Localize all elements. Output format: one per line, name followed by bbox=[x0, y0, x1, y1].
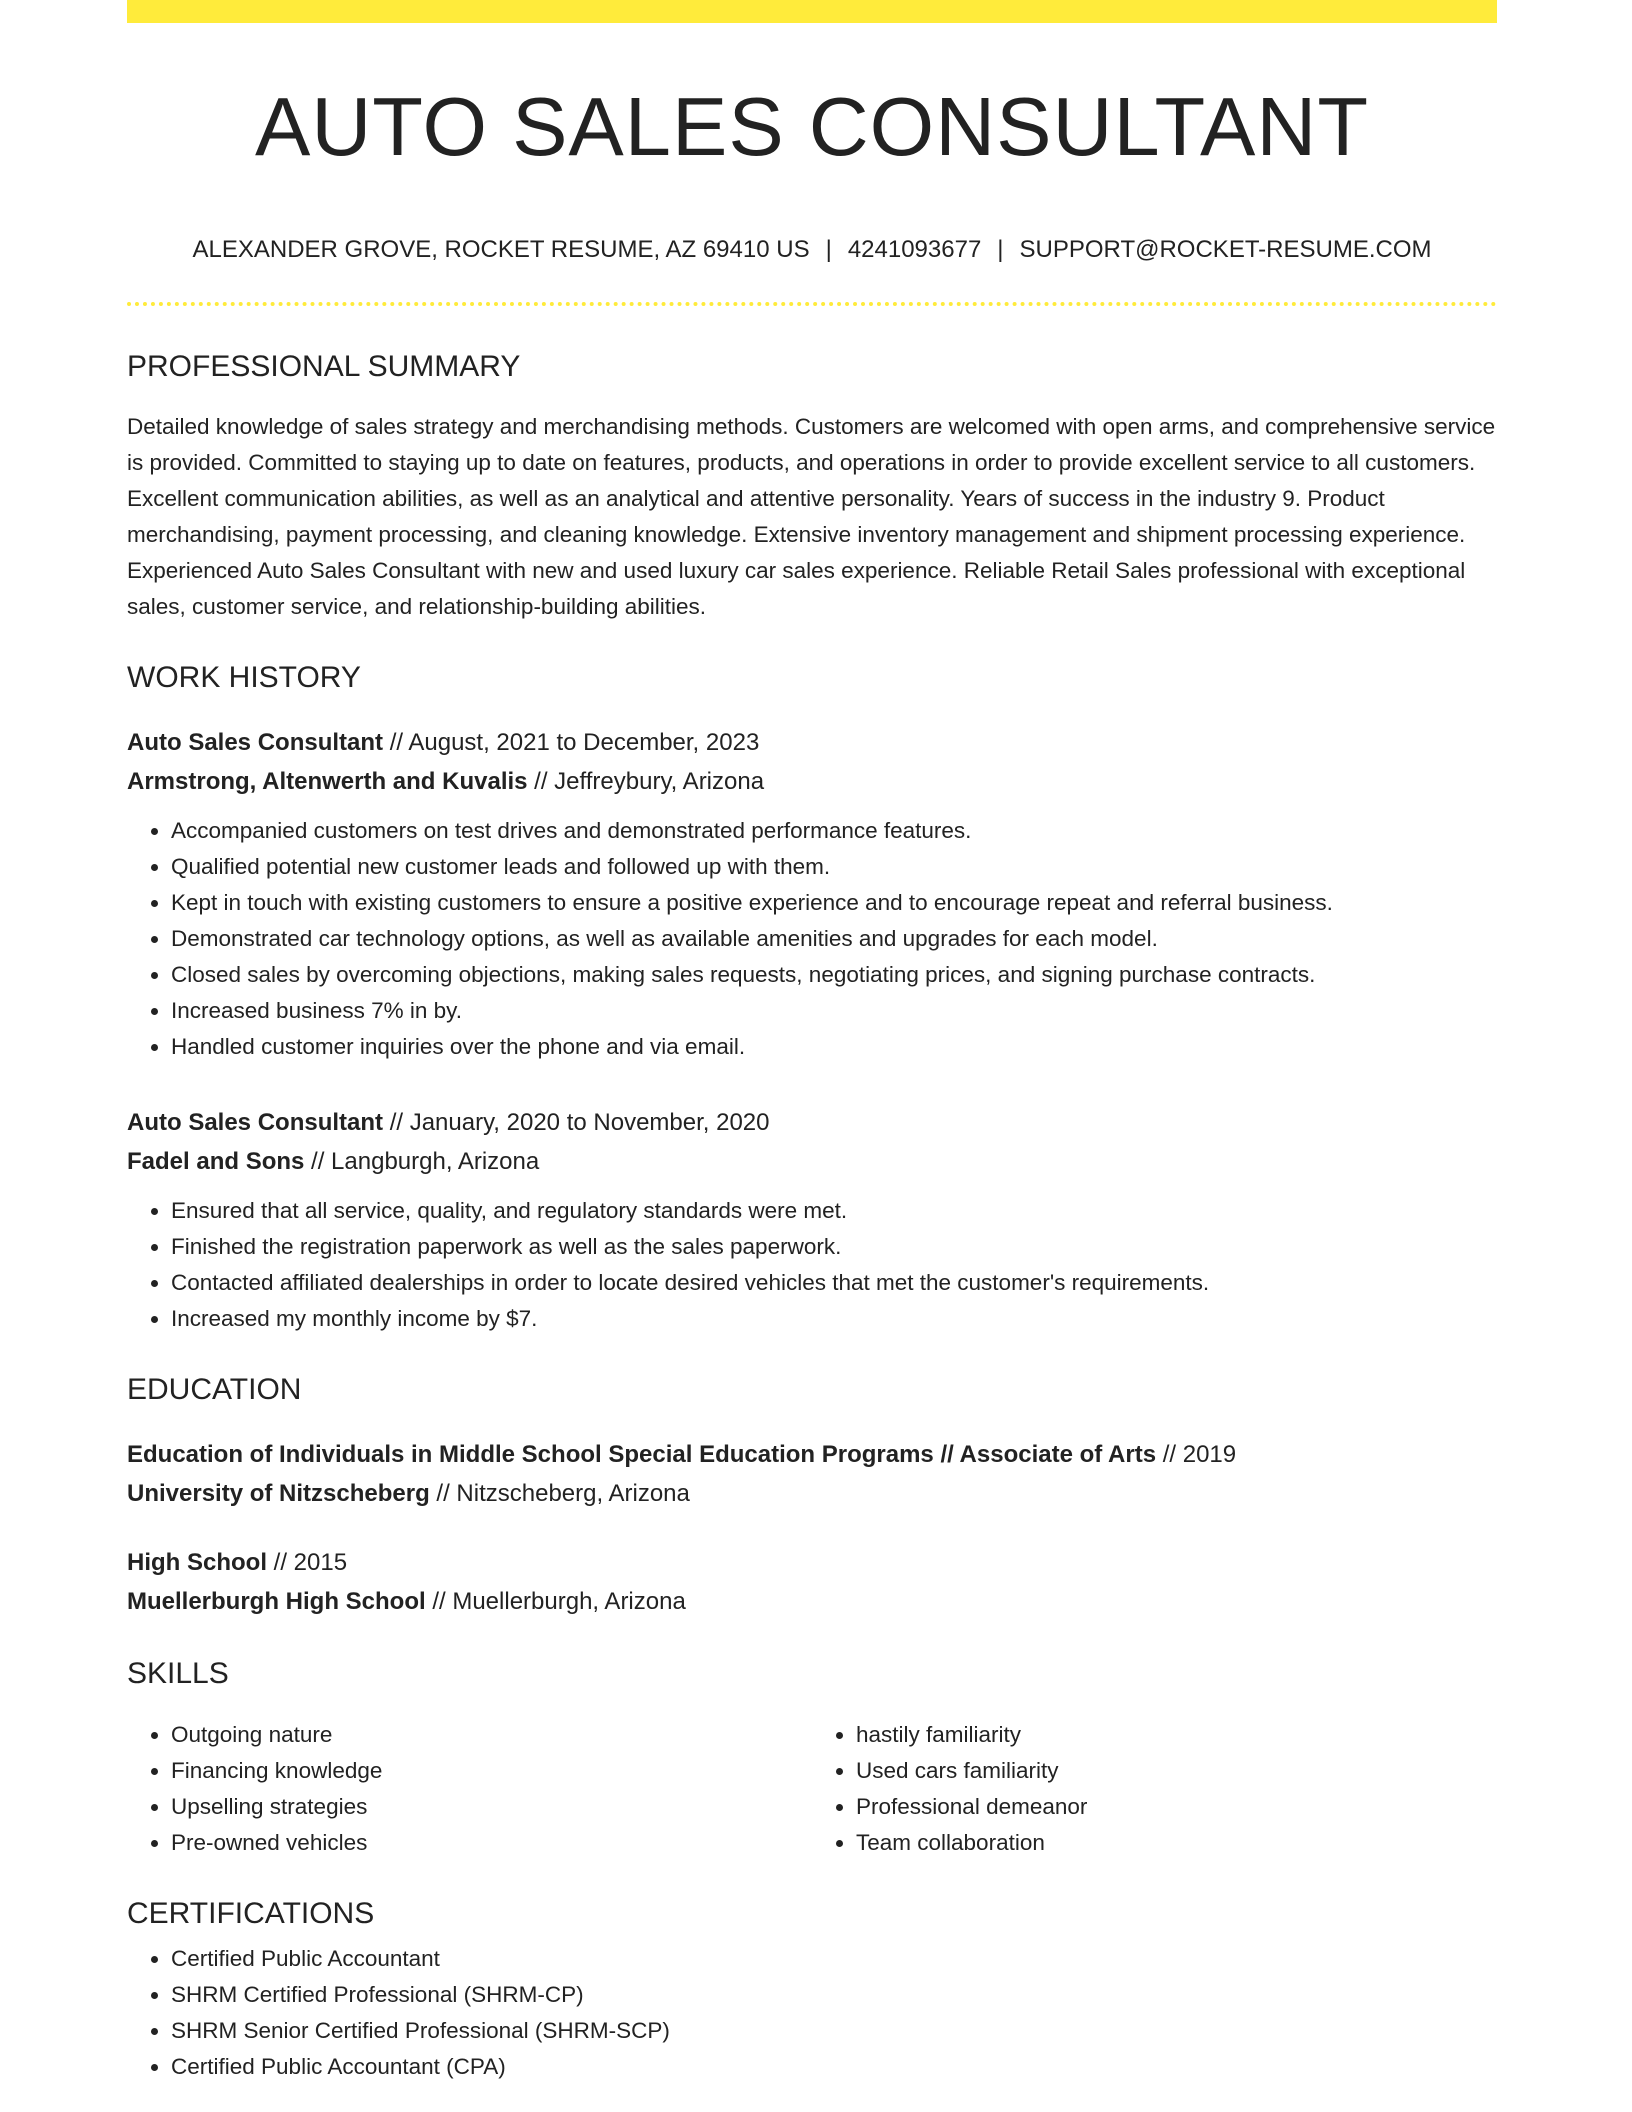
education-school: Muellerburgh High School bbox=[127, 1588, 426, 1615]
list-item: • Demonstrated car technology options, as well as available amenities and upgrades for each model. bbox=[171, 921, 1497, 957]
job-dates: // January, 2020 to November, 2020 bbox=[383, 1109, 770, 1136]
job-role: Auto Sales Consultant bbox=[127, 729, 384, 756]
job-title-line bbox=[127, 723, 1497, 762]
list-item: • Used cars familiarity bbox=[856, 1753, 1497, 1789]
job-bullets bbox=[127, 1193, 1497, 1337]
list-item: • Kept in touch with existing customers to ensure a positive experience and to encourage repeat and referral business. bbox=[171, 885, 1497, 921]
job-role: Auto Sales Consultant bbox=[127, 1109, 384, 1136]
education-entry bbox=[127, 1435, 1497, 1513]
contact-line bbox=[127, 238, 1497, 262]
top-accent-bar bbox=[127, 0, 1497, 23]
education-year: // 2015 bbox=[267, 1549, 348, 1576]
education-year: // 2019 bbox=[1156, 1441, 1237, 1468]
list-item: • SHRM Senior Certified Professional (SHRM-SCP) bbox=[171, 2013, 1497, 2049]
list-item: • Handled customer inquiries over the phone and via email. bbox=[171, 1029, 1497, 1065]
job-title-line bbox=[127, 1103, 1497, 1142]
job-company-line bbox=[127, 762, 1497, 801]
list-item: • Qualified potential new customer leads and followed up with them. bbox=[171, 849, 1497, 885]
list-item: • Team collaboration bbox=[856, 1825, 1497, 1861]
education-school: University of Nitzscheberg bbox=[127, 1480, 430, 1507]
job-company-line bbox=[127, 1142, 1497, 1181]
job-entry bbox=[127, 1103, 1497, 1337]
list-item: • Closed sales by overcoming objections, making sales requests, negotiating prices, and signing purchase contracts. bbox=[171, 957, 1497, 993]
list-item: • Increased business 7% in by. bbox=[171, 993, 1497, 1029]
contact-separator: | bbox=[825, 236, 832, 263]
job-dates: // August, 2021 to December, 2023 bbox=[383, 729, 760, 756]
list-item: • Pre-owned vehicles bbox=[171, 1825, 812, 1861]
education-entry bbox=[127, 1543, 1497, 1621]
resume-title: AUTO SALES CONSULTANT bbox=[254, 80, 1370, 173]
contact-phone: 4241093677 bbox=[847, 236, 982, 263]
education-location: // Muellerburgh, Arizona bbox=[425, 1588, 686, 1615]
contact-email: SUPPORT@ROCKET-RESUME.COM bbox=[1019, 236, 1432, 263]
list-item: • Accompanied customers on test drives and demonstrated performance features. bbox=[171, 813, 1497, 849]
certifications-list bbox=[127, 1941, 1497, 2085]
list-item: • hastily familiarity bbox=[856, 1717, 1497, 1753]
list-item: • Certified Public Accountant (CPA) bbox=[171, 2049, 1497, 2085]
contact-address: ALEXANDER GROVE, ROCKET RESUME, AZ 69410 US bbox=[192, 236, 810, 263]
skills-left-column bbox=[127, 1717, 812, 1861]
list-item: • Increased my monthly income by $7. bbox=[171, 1301, 1497, 1337]
education-degree-line bbox=[127, 1543, 1497, 1582]
education-location: // Nitzscheberg, Arizona bbox=[429, 1480, 690, 1507]
list-item: • Outgoing nature bbox=[171, 1717, 812, 1753]
education-degree: High School bbox=[127, 1549, 267, 1576]
resume-page bbox=[127, 0, 1497, 2085]
work-history-heading: WORK HISTORY bbox=[127, 661, 361, 694]
job-company: Armstrong, Altenwerth and Kuvalis bbox=[127, 768, 528, 795]
list-item: • Financing knowledge bbox=[171, 1753, 812, 1789]
summary-heading: PROFESSIONAL SUMMARY bbox=[127, 350, 521, 383]
job-company: Fadel and Sons bbox=[127, 1148, 305, 1175]
job-location: // Jeffreybury, Arizona bbox=[527, 768, 765, 795]
header-divider bbox=[127, 302, 1497, 306]
list-item: • SHRM Certified Professional (SHRM-CP) bbox=[171, 1977, 1497, 2013]
job-bullets bbox=[127, 813, 1497, 1065]
job-location: // Langburgh, Arizona bbox=[304, 1148, 540, 1175]
certifications-heading: CERTIFICATIONS bbox=[127, 1897, 375, 1930]
skills-right-column bbox=[812, 1717, 1497, 1861]
education-degree: Education of Individuals in Middle School Special Education Programs // Associate of Arts bbox=[127, 1441, 1157, 1468]
list-item: • Professional demeanor bbox=[856, 1789, 1497, 1825]
list-item: • Upselling strategies bbox=[171, 1789, 812, 1825]
education-school-line bbox=[127, 1474, 1497, 1513]
education-school-line bbox=[127, 1582, 1497, 1621]
list-item: • Finished the registration paperwork as well as the sales paperwork. bbox=[171, 1229, 1497, 1265]
job-entry bbox=[127, 723, 1497, 1065]
education-degree-line bbox=[127, 1435, 1497, 1474]
skills-heading: SKILLS bbox=[127, 1657, 229, 1690]
list-item: • Certified Public Accountant bbox=[171, 1941, 1497, 1977]
skills-grid bbox=[127, 1717, 1497, 1861]
list-item: • Ensured that all service, quality, and regulatory standards were met. bbox=[171, 1193, 1497, 1229]
summary-text: Detailed knowledge of sales strategy and merchandising methods. Customers are welcomed with open arms, and comprehensive service is provided. Committed to staying up to date on features, products, and operations in order to provide excellent service to all customers. Excellent communication abilities, as well as an analytical and attentive personality. Years of success in the industry 9. Product merchandising, payment processing, and cleaning knowledge. Extensive inventory management and shipment processing experience. Experienced Auto Sales Consultant with new and used luxury car sales experience. Reliable Retail Sales professional with exceptional sales, customer service, and relationship-building abilities. bbox=[127, 414, 1496, 619]
list-item: • Contacted affiliated dealerships in order to locate desired vehicles that met the customer's requirements. bbox=[171, 1265, 1497, 1301]
education-heading: EDUCATION bbox=[127, 1373, 302, 1406]
contact-separator: | bbox=[997, 236, 1004, 263]
